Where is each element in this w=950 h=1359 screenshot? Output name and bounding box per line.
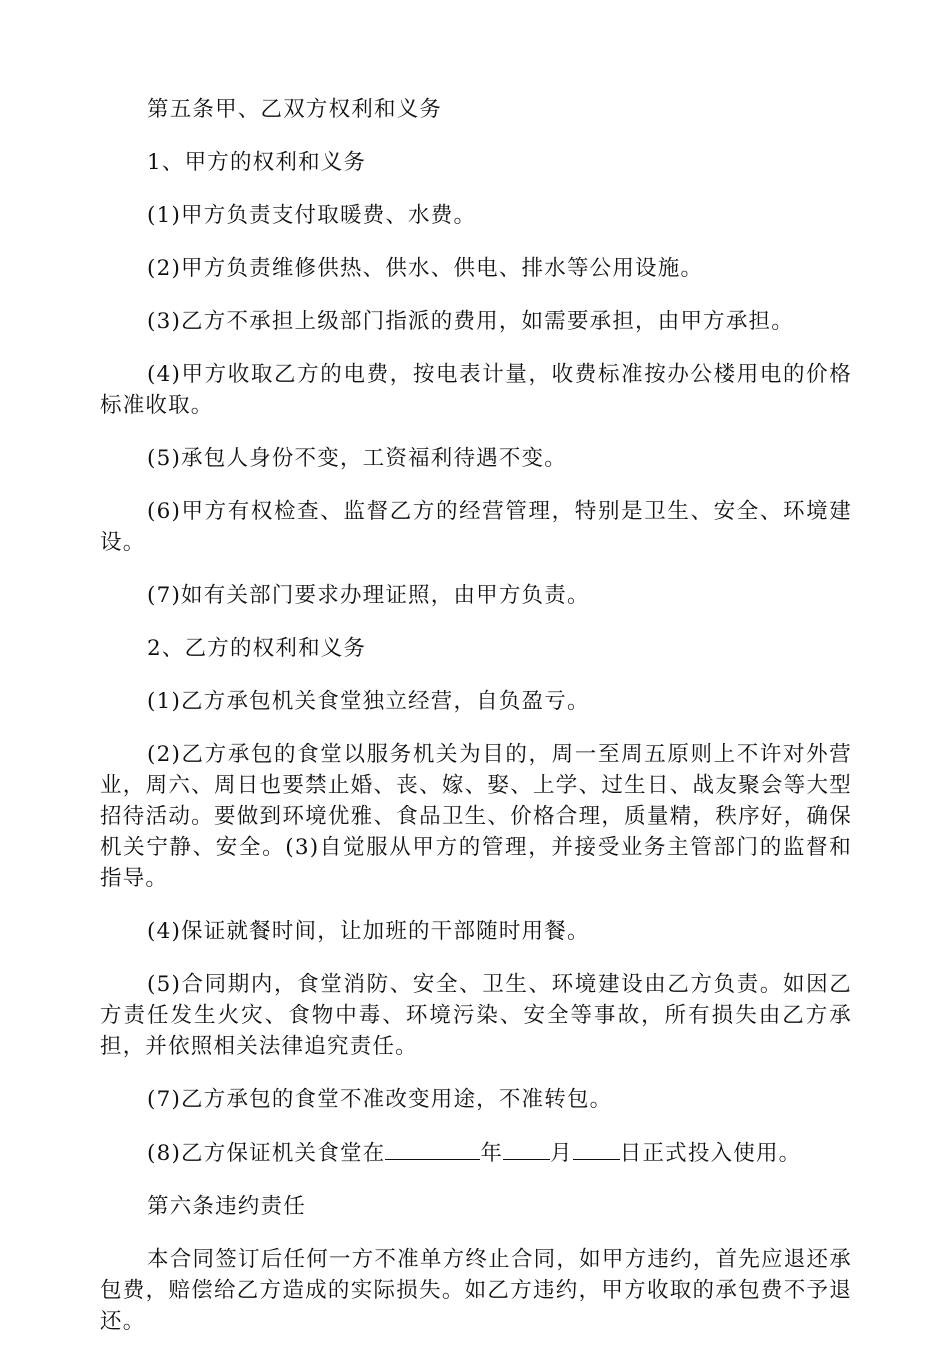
clause-b7: (7)乙方承包的食堂不准改变用途，不准转包。 [147,1087,613,1112]
clause-a6: (6)甲方有权检查、监督乙方的经营管理，特别是卫生、安全、环境建设。 [100,499,852,555]
article-5-heading: 第五条甲、乙双方权利和义务 [147,97,443,122]
breach-clause: 本合同签订后任何一方不准单方终止合同，如甲方违约，首先应退还承包费，赔偿给乙方造成的实际损失。如乙方违约，甲方收取的承包费不予退还。 [100,1247,852,1334]
clause-b2: (2)乙方承包的食堂以服务机关为目的，周一至周五原则上不许对外营业，周六、周日也要禁止婚、丧、嫁、娶、上学、过生日、战友聚会等大型招待活动。要做到环境优雅、食品卫生、价格合理，质量精，秩序好，确保机关宁静、安全。(3)自觉服从甲方的管理，并接受业务主管部门的监督和指导。 [100,742,852,891]
clause-a3: (3)乙方不承担上级部门指派的费用，如需要承担，由甲方承担。 [147,309,794,334]
clause-b5: (5)合同期内，食堂消防、安全、卫生、环境建设由乙方负责。如因乙方责任发生火灾、食物中毒、环境污染、安全等事故，所有损失由乙方承担，并依照相关法律追究责任。 [100,972,852,1059]
clause-b4: (4)保证就餐时间，让加班的干部随时用餐。 [147,919,590,944]
article-6-heading: 第六条违约责任 [147,1194,306,1219]
clause-b8 [100,1137,852,1169]
clause-a4: (4)甲方收取乙方的电费，按电表计量，收费标准按办公楼用电的价格标准收取。 [100,362,852,418]
clause-b8-prefix: (8)乙方保证机关食堂在 [147,1141,386,1166]
day-blank [573,1137,620,1160]
clause-a2: (2)甲方负责维修供热、供水、供电、排水等公用设施。 [147,256,704,281]
month-label: 月 [550,1141,573,1166]
year-blank [385,1137,480,1160]
section-2-heading: 2、乙方的权利和义务 [147,636,367,661]
clause-a1: (1)甲方负责支付取暖费、水费。 [147,203,477,228]
document-page [100,94,852,1359]
year-label: 年 [480,1141,504,1166]
month-blank [503,1137,550,1160]
clause-a7: (7)如有关部门要求办理证照，由甲方负责。 [147,583,590,608]
clause-b8-suffix: 日正式投入使用。 [619,1141,802,1166]
clause-a5: (5)承包人身份不变，工资福利待遇不变。 [147,446,567,471]
section-1-heading: 1、甲方的权利和义务 [147,150,367,175]
clause-b1: (1)乙方承包机关食堂独立经营，自负盈亏。 [147,689,590,714]
